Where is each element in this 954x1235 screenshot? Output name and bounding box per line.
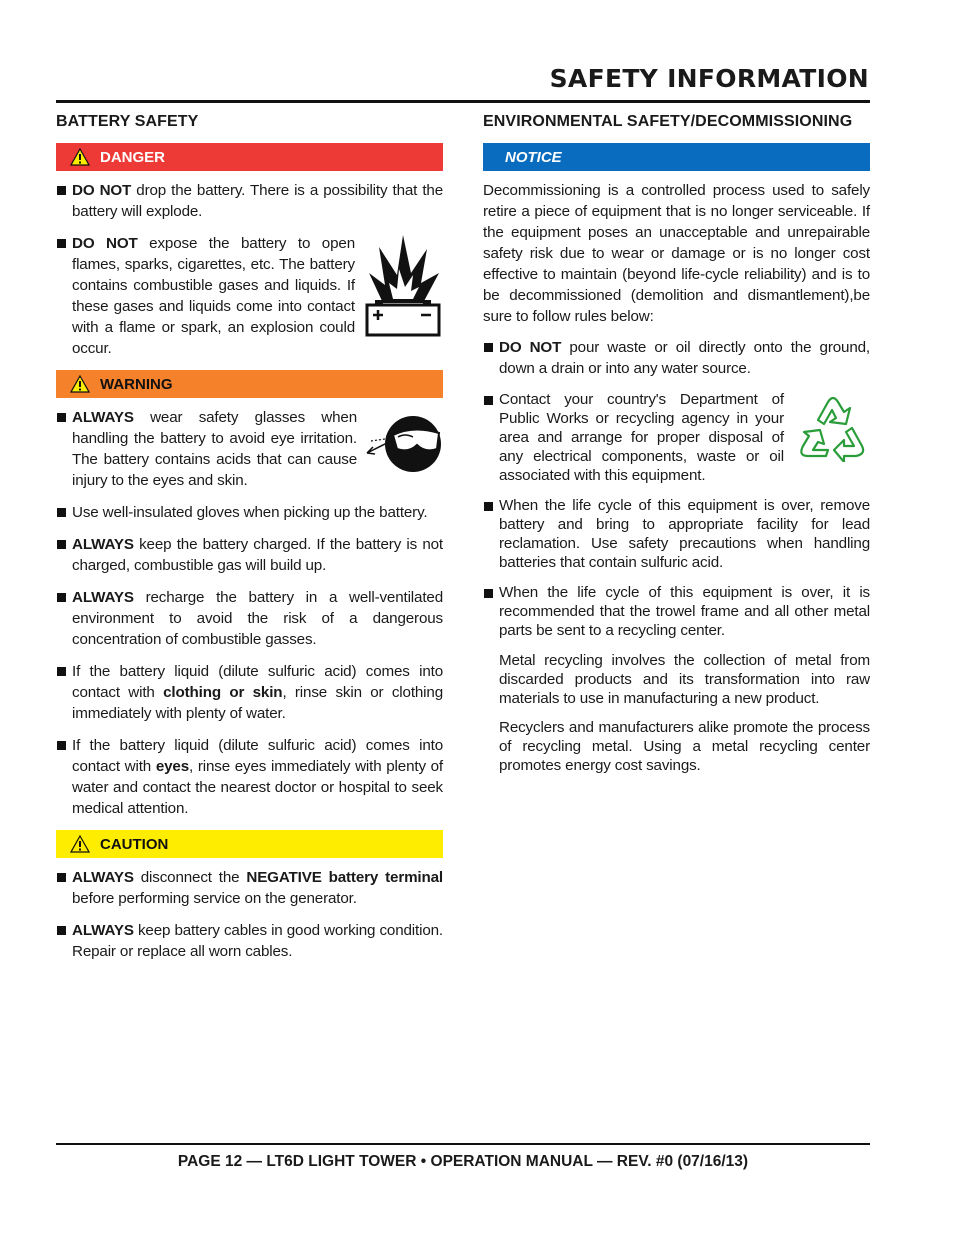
metal-recycling-paragraph: Metal recycling involves the collection of metal from discarded products and its transformation into raw materials to use in manufacturing a new product. [499, 652, 870, 707]
decommissioning-intro: Decommissioning is a controlled process used to safely retire a piece of equipment that is no longer serviceable. If the equipment poses an unacceptable and unrepairable safety risk due to wear or damage or is no longer cost effective to maintain (beyond life-cycle reliability) and is to be decommissioned (demolition and dismantlement),be sure to follow rules below: [483, 182, 870, 325]
environmental-heading: ENVIRONMENTAL SAFETY/DECOMMISSIONING [483, 113, 853, 130]
page-footer: PAGE 12 — LT6D LIGHT TOWER • OPERATION MANUAL — REV. #0 (07/16/13) [177, 1153, 749, 1170]
danger-label: DANGER [100, 148, 166, 166]
list-item: DO NOT pour waste or oil directly onto the ground, down a drain or into any water source. [483, 337, 870, 379]
footer-rule [56, 1143, 870, 1145]
list-item: ALWAYS recharge the battery in a well-ventilated environment to avoid the risk of a dangerous concentration of combustible gasses. [56, 587, 443, 650]
list-item: When the life cycle of this equipment is over, it is recommended that the trowel frame and all other metal parts be sent to a recycling center. [483, 583, 870, 640]
list-item: ALWAYS keep battery cables in good working condition. Repair or replace all worn cables. [56, 920, 443, 962]
danger-banner [56, 143, 443, 171]
recyclers-paragraph: Recyclers and manufacturers alike promote the process of recycling metal. Using a metal recycling center promotes energy cost savings. [499, 719, 870, 774]
list-item: ALWAYS keep the battery charged. If the battery is not charged, combustible gas will build up. [56, 534, 443, 576]
notice-banner [483, 143, 870, 171]
header-rule [56, 100, 870, 103]
warning-triangle-icon [70, 835, 90, 853]
list-item: DO NOT drop the battery. There is a possibility that the battery will explode. [56, 180, 443, 222]
warning-label: WARNING [100, 375, 173, 393]
notice-label: NOTICE [505, 148, 562, 166]
recycle-icon [796, 390, 870, 467]
list-item: Use well-insulated gloves when picking up the battery. [56, 502, 443, 523]
list-item: ALWAYS wear safety glasses when handling the battery to avoid eye irritation. The battery contains acids that can cause injury to the eyes and skin. [56, 407, 443, 491]
list-item: When the life cycle of this equipment is over, remove battery and bring to appropriate facility for lead reclamation. Use safety precautions when handling batteries that contain sulfuric acid. [483, 496, 870, 572]
list-item: If the battery liquid (dilute sulfuric acid) comes into contact with eyes, rinse eyes immediately with plenty of water and contact the nearest doctor or hospital to seek medical attention. [56, 735, 443, 819]
battery-safety-column [56, 113, 443, 973]
safety-glasses-icon [365, 411, 443, 479]
list-item: ALWAYS disconnect the NEGATIVE battery terminal before performing service on the generator. [56, 867, 443, 909]
battery-safety-heading: BATTERY SAFETY [56, 113, 199, 130]
caution-banner [56, 830, 443, 858]
warning-triangle-icon [70, 148, 90, 166]
battery-explosion-icon [363, 233, 443, 343]
warning-banner [56, 370, 443, 398]
list-item: If the battery liquid (dilute sulfuric acid) comes into contact with clothing or skin, rinse skin or clothing immediately with plenty of water. [56, 661, 443, 724]
list-item: Contact your country's Department of Public Works or recycling agency in your area and arrange for proper disposal of any electrical components, waste or oil associated with this equipment. [483, 390, 870, 485]
caution-label: CAUTION [100, 835, 169, 853]
list-item: DO NOT expose the battery to open flames, sparks, cigarettes, etc. The battery contains combustible gases and liquids. If these gases and liquids come into contact with a flame or spark, an explosion could occur. [56, 233, 443, 359]
environmental-column [483, 113, 870, 785]
page-title: SAFETY INFORMATION [549, 64, 869, 93]
warning-triangle-icon [70, 375, 90, 393]
